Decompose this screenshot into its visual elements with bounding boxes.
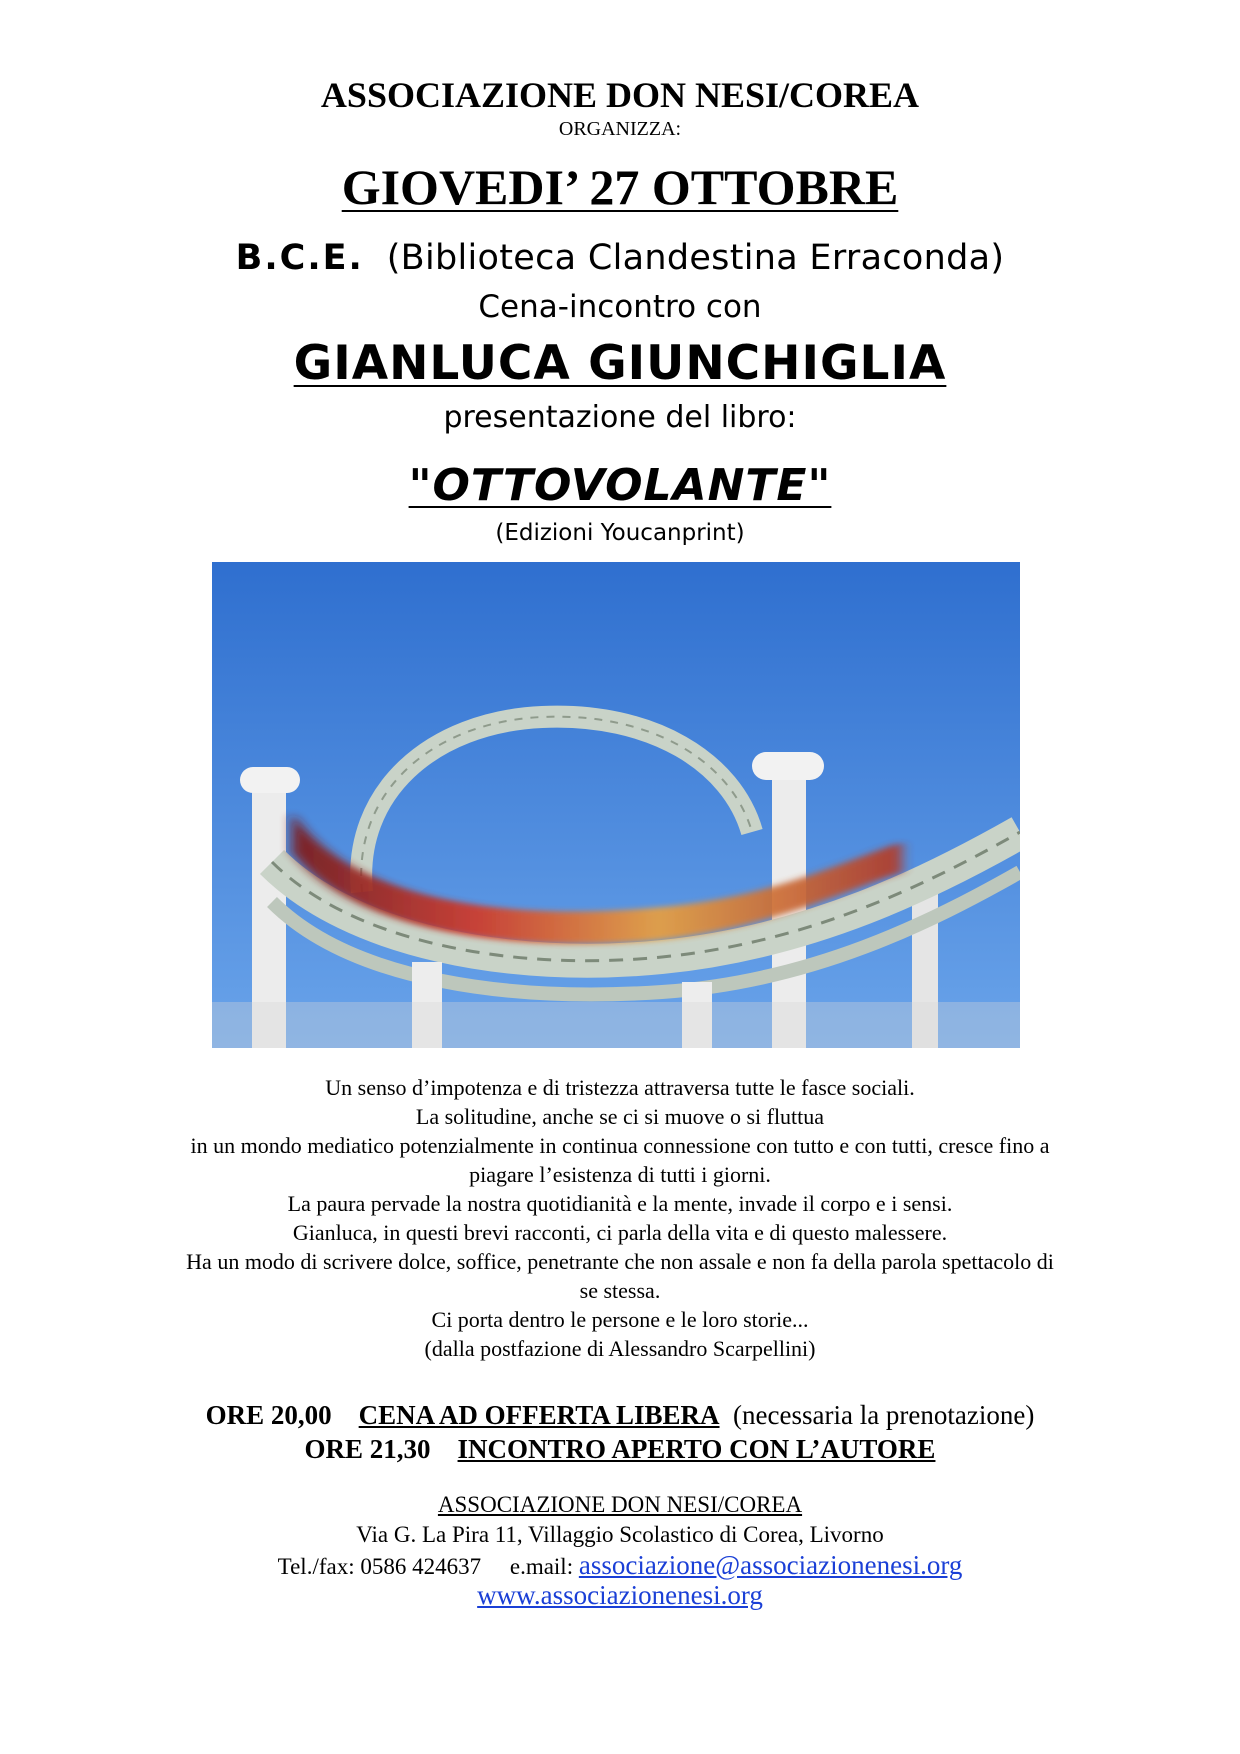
event-format: Cena-incontro con [478, 289, 762, 325]
event-date-text: GIOVEDI’ 27 OTTOBRE [341, 159, 899, 215]
description-line: (dalla postfazione di Alessandro Scarpellini) [424, 1336, 816, 1361]
venue-abbr: B.C.E. [235, 238, 364, 278]
description-line: se stessa. [579, 1278, 661, 1303]
description-line: Gianluca, in questi brevi racconti, ci parla della vita e di questo malessere. [292, 1220, 948, 1245]
organization-title: ASSOCIAZIONE DON NESI/COREA [320, 75, 920, 115]
description-line: in un mondo mediatico potenzialmente in continua connessione con tutto e con tutti, cresce fino a [190, 1133, 1050, 1158]
description-line: La solitudine, anche se ci si muove o si fluttua [415, 1104, 825, 1129]
publisher: (Edizioni Youcanprint) [495, 520, 745, 546]
description-line: La paura pervade la nostra quotidianità e la mente, invade il corpo e i sensi. [287, 1191, 953, 1216]
event-date [0, 158, 1240, 216]
footer-organization [0, 1492, 1240, 1518]
schedule-time: ORE 21,30 [304, 1434, 431, 1464]
venue-line [0, 238, 1240, 278]
footer-email-label: e.mail: [509, 1554, 574, 1579]
description-line: Un senso d’impotenza e di tristezza attraversa tutte le fasce sociali. [325, 1075, 915, 1100]
description-line: Ha un modo di scrivere dolce, soffice, penetrante che non assale e non fa della parola spettacolo di [186, 1249, 1054, 1274]
description-line: Ci porta dentro le persone e le loro storie... [431, 1307, 809, 1332]
footer-organization-text: ASSOCIAZIONE DON NESI/COREA [437, 1492, 803, 1517]
schedule-time: ORE 20,00 [205, 1400, 332, 1430]
footer-address: Via G. La Pira 11, Villaggio Scolastico di Corea, Livorno [356, 1522, 884, 1547]
organizes-label: ORGANIZZA: [558, 118, 682, 140]
email-link[interactable]: associazione@associazionenesi.org [578, 1550, 963, 1580]
book-title [0, 460, 1240, 511]
description-line: piagare l’esistenza di tutti i giorni. [469, 1162, 771, 1187]
presentation-label: presentazione del libro: [443, 400, 797, 435]
author-name-text: GIANLUCA GIUNCHIGLIA [293, 336, 947, 391]
footer-contacts [0, 1550, 1240, 1581]
footer-phone: Tel./fax: 0586 424637 [277, 1554, 482, 1579]
roller-coaster-photo [212, 562, 1020, 1048]
schedule-activity: INCONTRO APERTO CON L’AUTORE [457, 1434, 936, 1464]
schedule-activity: CENA AD OFFERTA LIBERA [358, 1400, 720, 1430]
book-title-text: "OTTOVOLANTE" [408, 460, 832, 511]
event-schedule [0, 1398, 1240, 1466]
schedule-note: (necessaria la prenotazione) [733, 1400, 1035, 1430]
footer-website [0, 1580, 1240, 1611]
schedule-row [0, 1398, 1240, 1432]
venue-full: (Biblioteca Clandestina Erraconda) [386, 238, 1005, 278]
author-name [0, 336, 1240, 391]
schedule-row [0, 1432, 1240, 1466]
website-link[interactable]: www.associazionenesi.org [477, 1580, 763, 1610]
book-description [0, 1073, 1240, 1363]
